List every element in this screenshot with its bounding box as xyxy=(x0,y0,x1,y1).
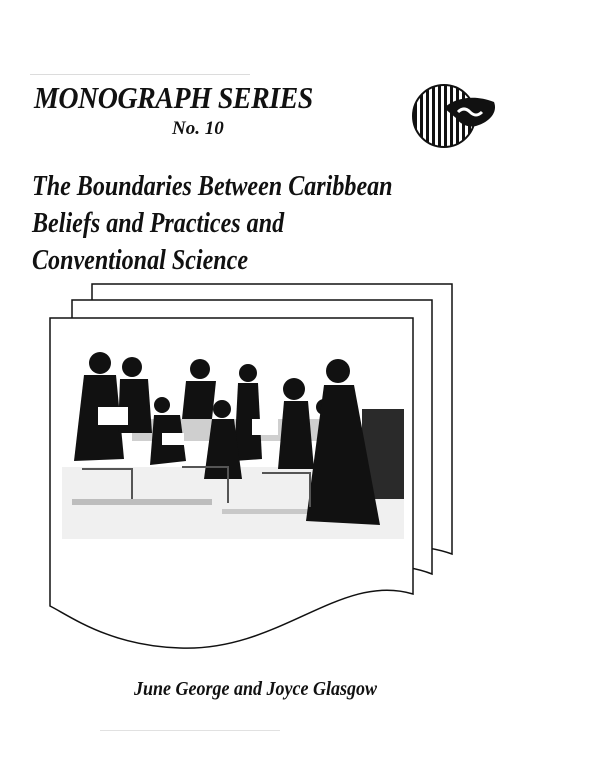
scan-noise xyxy=(100,730,280,731)
striped-globe-logo-icon xyxy=(410,82,502,150)
series-title: MONOGRAPH SERIES xyxy=(34,80,313,115)
classroom-photo xyxy=(62,349,404,539)
book-title xyxy=(32,168,393,279)
title-line: The Boundaries Between Caribbean xyxy=(32,171,393,202)
title-line: Beliefs and Practices and xyxy=(32,208,285,239)
series-number: No. 10 xyxy=(172,118,224,139)
title-line: Conventional Science xyxy=(32,245,249,276)
authors: June George and Joyce Glasgow xyxy=(134,678,377,700)
scan-noise xyxy=(30,74,250,75)
